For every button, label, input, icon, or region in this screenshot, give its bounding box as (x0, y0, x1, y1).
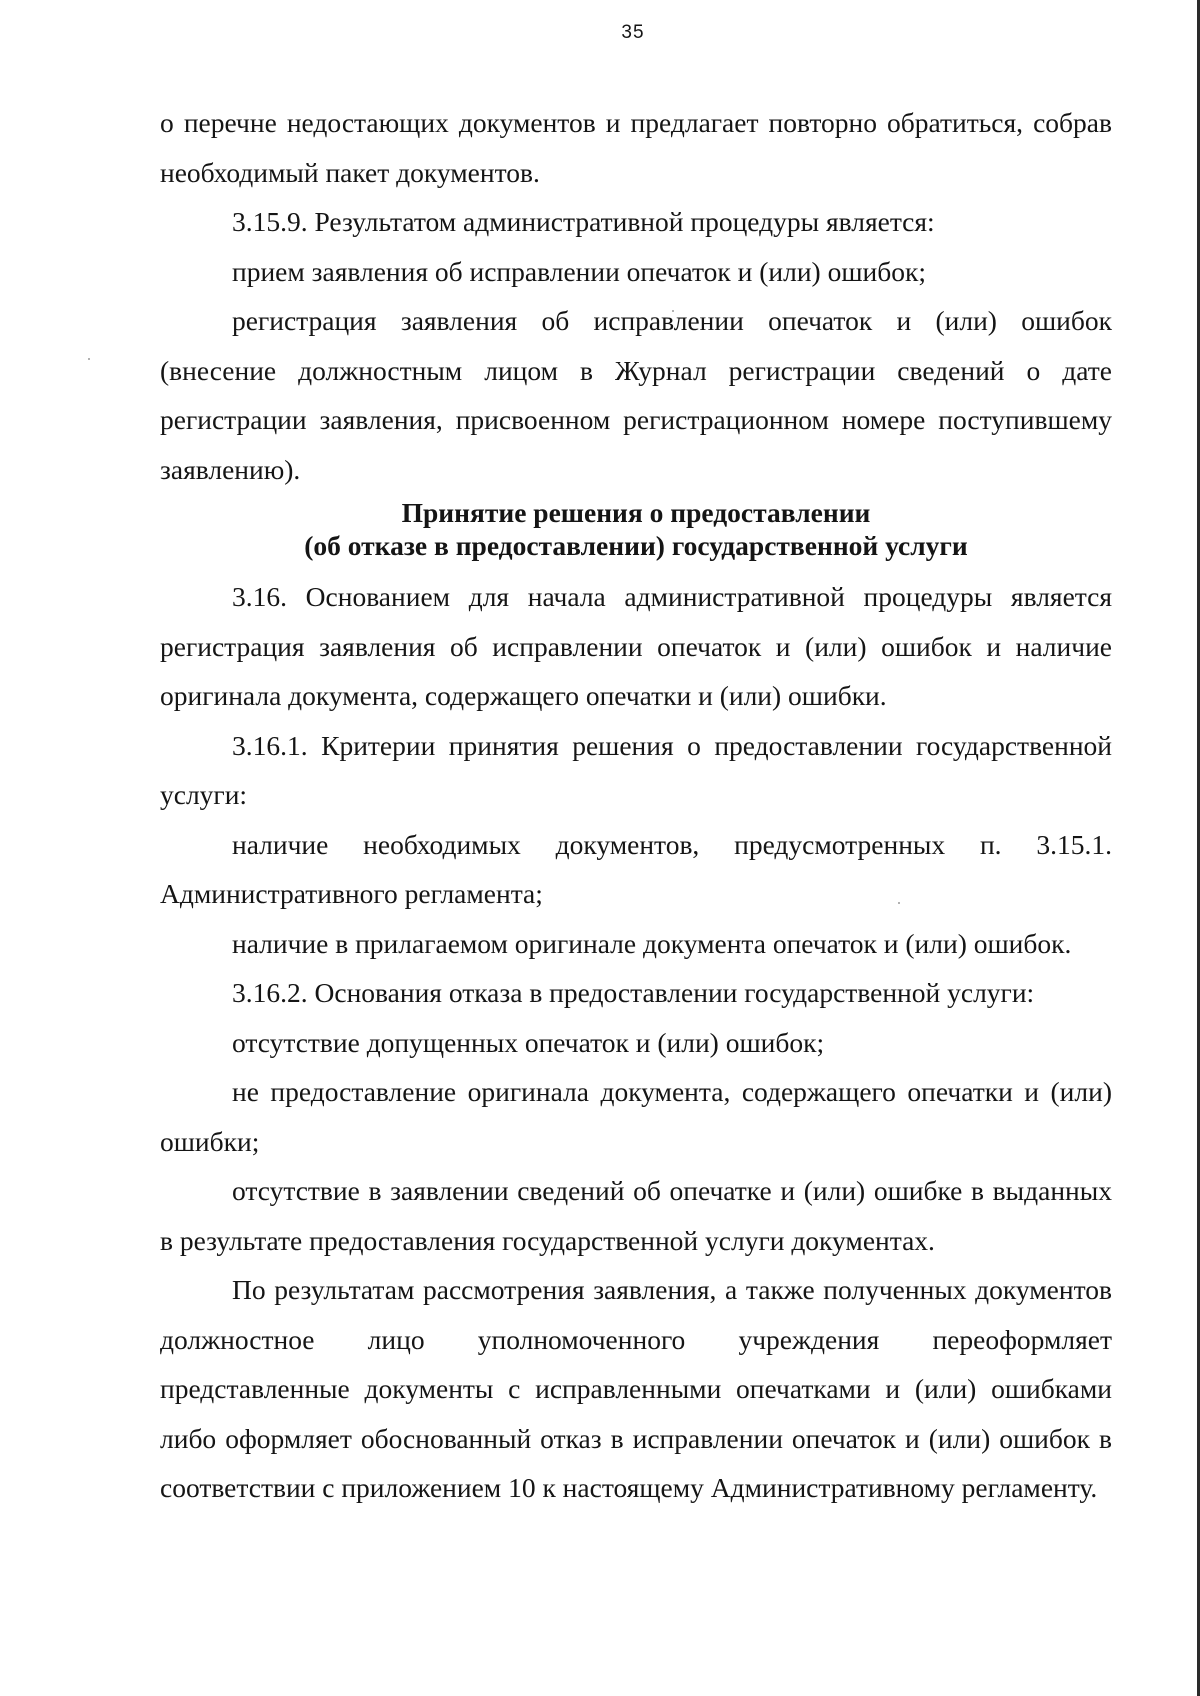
scan-speck (88, 358, 90, 360)
paragraph: регистрация заявления об исправлении опечаток и (или) ошибок (внесение должностным лицом в Журнал регистрации сведений о дате регистрации заявления, присвоенном регистрационном номере поступившему заявлению). (160, 305, 1112, 485)
page-number: 35 (621, 22, 645, 43)
section-heading (160, 496, 1112, 562)
paragraph: прием заявления об исправлении опечаток и (или) ошибок; (232, 255, 926, 287)
document-body (160, 98, 1112, 1513)
paragraph: 3.16.2. Основания отказа в предоставлении государственной услуги: (232, 977, 1035, 1008)
paragraph: 3.16.1. Критерии принятия решения о предоставлении государственной услуги: (160, 729, 1112, 810)
paragraph: наличие в прилагаемом оригинале документа опечаток и (или) ошибок. (232, 927, 1072, 959)
section-heading-line-2: (об отказе в предоставлении) государственной услуги (304, 530, 968, 561)
paragraph: не предоставление оригинала документа, содержащего опечатки и (или) ошибки; (160, 1076, 1112, 1157)
paragraph: 3.16. Основанием для начала административной процедуры является регистрация заявления об исправлении опечаток и (или) ошибок и наличие оригинала документа, содержащего опечатки и (или) ошибки. (160, 581, 1112, 711)
paragraph: 3.15.9. Результатом административной процедуры является: (232, 206, 935, 237)
paragraph: По результатам рассмотрения заявления, а также полученных документов должностное лицо уполномоченного учреждения переоформляет представленные документы с исправленными опечатками и (или) ошибками либо оформляет обоснованный отказ в исправлении опечаток и (или) ошибок в соответствии с приложением 10 к настоящему Административному регламенту. (160, 1274, 1112, 1503)
section-heading-line-1: Принятие решения о предоставлении (401, 497, 871, 528)
paragraph: отсутствие допущенных опечаток и (или) ошибок; (232, 1026, 825, 1058)
paragraph: наличие необходимых документов, предусмотренных п. 3.15.1. Административного регламента; (160, 828, 1112, 909)
paragraph: о перечне недостающих документов и предлагает повторно обратиться, собрав необходимый пакет документов. (160, 107, 1112, 188)
paragraph: отсутствие в заявлении сведений об опечатке и (или) ошибке в выданных в результате предоставления государственной услуги документах. (160, 1175, 1112, 1256)
